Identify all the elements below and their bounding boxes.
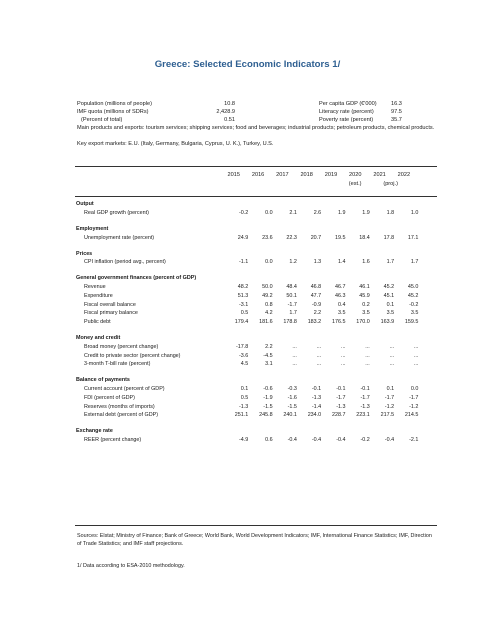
value-cell: ... bbox=[316, 352, 322, 359]
value-cell: -0.4 bbox=[336, 436, 346, 443]
value-cell: 45.0 bbox=[407, 283, 419, 290]
row-label: External debt (percent of GDP) bbox=[84, 412, 159, 419]
gdp-label: Per capita GDP (€'000) bbox=[319, 101, 377, 107]
value-cell: -1.2 bbox=[409, 403, 419, 410]
section-header-row bbox=[76, 376, 418, 385]
row-label: Credit to private sector (percent change) bbox=[84, 352, 181, 359]
row-label: Public debt bbox=[84, 319, 111, 326]
table-row bbox=[76, 209, 418, 218]
value-cell: 1.3 bbox=[313, 259, 322, 266]
value-cell: 214.5 bbox=[404, 412, 419, 419]
value-cell: 0.1 bbox=[386, 301, 395, 308]
spacer-row bbox=[76, 267, 418, 274]
value-cell: 3.5 bbox=[362, 310, 370, 317]
year-header-2019: 2019 bbox=[324, 172, 338, 178]
value-cell: 245.8 bbox=[259, 412, 273, 419]
row-label: Current account (percent of GDP) bbox=[84, 385, 165, 392]
section-header-row bbox=[76, 225, 418, 234]
value-cell: 176.5 bbox=[331, 319, 346, 326]
value-cell: ... bbox=[340, 343, 346, 350]
table-row bbox=[76, 436, 418, 445]
value-cell: 48.4 bbox=[286, 283, 297, 290]
value-cell: -3.6 bbox=[239, 352, 249, 359]
quota-label: IMF quota (millions of SDRs) bbox=[77, 109, 149, 116]
value-cell: 49.2 bbox=[262, 292, 273, 299]
year-header-2016: 2016 bbox=[251, 172, 265, 178]
value-cell: -0.4 bbox=[384, 436, 395, 443]
table-row bbox=[76, 385, 418, 394]
value-cell: -2.1 bbox=[409, 436, 419, 443]
spacer-cell bbox=[76, 218, 418, 225]
poverty-value: 35.7 bbox=[391, 117, 402, 124]
value-cell: 51.3 bbox=[237, 292, 249, 299]
year-header-2021: 2021 bbox=[373, 172, 386, 178]
row-label: Revenue bbox=[84, 283, 106, 290]
literacy-value: 97.5 bbox=[391, 109, 402, 116]
value-cell: 1.8 bbox=[386, 210, 395, 217]
section-title: General government finances (percent of GDP) bbox=[76, 275, 197, 282]
value-cell: 170.0 bbox=[356, 319, 370, 326]
value-cell: 50.0 bbox=[262, 283, 273, 290]
value-cell: ... bbox=[365, 352, 370, 359]
value-cell: ... bbox=[292, 361, 297, 368]
value-cell: -0.4 bbox=[311, 436, 322, 443]
spacer-row bbox=[76, 218, 418, 225]
value-cell: 179.4 bbox=[234, 319, 249, 326]
value-cell: 1.0 bbox=[410, 210, 419, 217]
value-cell: 4.5 bbox=[240, 361, 249, 368]
value-cell: -1.3 bbox=[360, 403, 370, 410]
table-row bbox=[76, 318, 418, 327]
row-label: Reserves (months of imports) bbox=[84, 403, 155, 410]
methodology-note: 1/ Data according to ESA-2010 methodology. bbox=[77, 563, 185, 569]
value-cell: ... bbox=[413, 343, 419, 350]
value-cell: ... bbox=[316, 343, 322, 350]
value-cell: ... bbox=[340, 361, 346, 368]
value-cell: 22.3 bbox=[286, 234, 297, 241]
value-cell: ... bbox=[389, 343, 395, 350]
value-cell: 181.6 bbox=[259, 319, 273, 326]
value-cell: ... bbox=[413, 361, 419, 368]
value-cell: -3.1 bbox=[239, 301, 249, 308]
value-cell: ... bbox=[389, 361, 395, 368]
value-cell: 46.8 bbox=[310, 283, 322, 290]
section-title: Output bbox=[76, 201, 94, 208]
value-cell: -1.7 bbox=[287, 301, 297, 308]
value-cell: -1.3 bbox=[311, 394, 322, 401]
value-cell: 228.7 bbox=[331, 412, 346, 419]
value-cell: 45.2 bbox=[383, 283, 395, 290]
value-cell: -0.2 bbox=[409, 301, 419, 308]
section-title: Employment bbox=[76, 225, 109, 232]
value-cell: 2.2 bbox=[265, 343, 273, 350]
spacer-cell bbox=[76, 420, 418, 427]
value-cell: 46.3 bbox=[334, 292, 346, 299]
value-cell: ... bbox=[292, 352, 297, 359]
value-cell: 223.1 bbox=[356, 412, 370, 419]
row-label: Unemployment rate (percent) bbox=[84, 234, 155, 241]
value-cell: 240.1 bbox=[283, 412, 297, 419]
section-header-row bbox=[76, 427, 418, 436]
value-cell: -1.7 bbox=[336, 394, 346, 401]
value-cell: -0.6 bbox=[263, 385, 273, 392]
value-cell: 0.8 bbox=[265, 301, 273, 308]
section-title: Money and credit bbox=[76, 334, 121, 341]
value-cell: 2.1 bbox=[289, 210, 297, 217]
table-row bbox=[76, 402, 418, 411]
spacer-cell bbox=[76, 369, 418, 376]
spacer-row bbox=[76, 242, 418, 249]
section-title: Prices bbox=[76, 250, 93, 257]
value-cell: 24.9 bbox=[237, 234, 249, 241]
table-row bbox=[76, 300, 418, 309]
value-cell: 50.1 bbox=[286, 292, 297, 299]
value-cell: 19.5 bbox=[334, 234, 346, 241]
value-cell: 45.9 bbox=[359, 292, 370, 299]
value-cell: 3.5 bbox=[337, 310, 346, 317]
page-title: Greece: Selected Economic Indicators 1/ bbox=[154, 59, 341, 70]
value-cell: 0.5 bbox=[240, 394, 249, 401]
row-label: Fiscal overall balance bbox=[84, 301, 136, 308]
country-info bbox=[77, 100, 437, 149]
value-cell: 0.4 bbox=[337, 301, 346, 308]
value-cell: 18.4 bbox=[359, 234, 370, 241]
value-cell: 23.6 bbox=[262, 234, 273, 241]
spacer-row bbox=[76, 369, 418, 376]
value-cell: 3.5 bbox=[410, 310, 419, 317]
spacer-row bbox=[76, 420, 418, 427]
spacer-cell bbox=[76, 242, 418, 249]
year-header-2020: 2020 bbox=[349, 172, 362, 178]
row-label: FDI (percent of GDP) bbox=[84, 394, 135, 401]
percent-total-label: (Percent of total) bbox=[81, 117, 123, 124]
value-cell: 1.2 bbox=[289, 259, 297, 266]
spacer-row bbox=[76, 327, 418, 334]
value-cell: 0.1 bbox=[240, 385, 249, 392]
indicators-table bbox=[76, 200, 418, 444]
table-row bbox=[76, 351, 418, 360]
export-markets: Key export markets: E.U. (Italy, Germany, Bulgaria, Cyprus, U. K.), Turkey, U.S. bbox=[77, 141, 274, 148]
sources-note: Sources: Elstat; Ministry of Finance; Bank of Greece; World Bank, World Development Indicators; IMF, International Finance Statistics; IMF, Direction of Trade Statistics; and IMF staff projections. bbox=[77, 533, 432, 547]
value-cell: -1.3 bbox=[336, 403, 346, 410]
value-cell: -1.4 bbox=[311, 403, 322, 410]
estimate-label: (est.) bbox=[348, 181, 362, 187]
population-value: 10.8 bbox=[224, 101, 235, 107]
row-label: Fiscal primary balance bbox=[84, 310, 138, 317]
value-cell: -0.4 bbox=[287, 436, 297, 443]
gdp-value: 16.3 bbox=[391, 101, 402, 107]
section-title: Exchange rate bbox=[76, 428, 113, 435]
table-row bbox=[76, 393, 418, 402]
value-cell: ... bbox=[292, 343, 297, 350]
value-cell: 48.2 bbox=[237, 283, 249, 290]
year-header-2015: 2015 bbox=[227, 172, 240, 178]
literacy-label: Literacy rate (percent) bbox=[319, 109, 374, 116]
value-cell: 0.1 bbox=[386, 385, 395, 392]
value-cell: 2.6 bbox=[313, 210, 322, 217]
section-header-row bbox=[76, 274, 418, 283]
value-cell: 0.6 bbox=[265, 436, 273, 443]
table-row bbox=[76, 411, 418, 420]
row-label: Broad money (percent change) bbox=[84, 343, 159, 350]
value-cell: 17.1 bbox=[407, 234, 419, 241]
top-rule bbox=[75, 166, 437, 167]
value-cell: 46.7 bbox=[334, 283, 346, 290]
percent-total-value: 0.51 bbox=[224, 117, 235, 124]
value-cell: 0.0 bbox=[265, 210, 273, 217]
value-cell: 217.5 bbox=[380, 412, 395, 419]
main-products: Main products and exports: tourism services; shipping services; food and beverages; industrial products; petroleum products, chemical products. bbox=[77, 125, 435, 132]
value-cell: -4.9 bbox=[239, 436, 249, 443]
table-row bbox=[76, 360, 418, 369]
value-cell: 20.7 bbox=[310, 234, 322, 241]
value-cell: 1.9 bbox=[362, 210, 370, 217]
quota-value: 2,428.9 bbox=[216, 109, 235, 116]
value-cell: -0.2 bbox=[360, 436, 370, 443]
value-cell: 1.6 bbox=[362, 259, 370, 266]
row-label: Expenditure bbox=[84, 292, 113, 299]
year-header-2022: 2022 bbox=[397, 172, 411, 178]
value-cell: 0.0 bbox=[265, 259, 273, 266]
value-cell: -17.8 bbox=[236, 343, 249, 350]
value-cell: 251.1 bbox=[234, 412, 249, 419]
table-row bbox=[76, 258, 418, 267]
value-cell: -1.7 bbox=[360, 394, 370, 401]
year-header bbox=[76, 172, 436, 192]
table-row bbox=[76, 309, 418, 318]
value-cell: -0.1 bbox=[336, 385, 346, 392]
value-cell: 2.2 bbox=[313, 310, 322, 317]
value-cell: 17.8 bbox=[383, 234, 395, 241]
value-cell: ... bbox=[413, 352, 419, 359]
value-cell: 163.9 bbox=[380, 319, 395, 326]
table-row bbox=[76, 342, 418, 351]
value-cell: 1.7 bbox=[289, 310, 297, 317]
value-cell: 4.2 bbox=[265, 310, 273, 317]
value-cell: ... bbox=[365, 343, 370, 350]
value-cell: -1.1 bbox=[239, 259, 249, 266]
spacer-cell bbox=[76, 267, 418, 274]
section-header-row bbox=[76, 249, 418, 258]
year-header-2017: 2017 bbox=[276, 172, 289, 178]
value-cell: ... bbox=[340, 352, 346, 359]
value-cell: -0.2 bbox=[239, 210, 249, 217]
value-cell: 234.0 bbox=[307, 412, 322, 419]
value-cell: 1.9 bbox=[337, 210, 346, 217]
table-row bbox=[76, 283, 418, 292]
value-cell: -1.5 bbox=[263, 403, 273, 410]
row-label: 3-month T-bill rate (percent) bbox=[84, 361, 151, 368]
value-cell: -1.6 bbox=[287, 394, 297, 401]
value-cell: 47.7 bbox=[310, 292, 322, 299]
table-row bbox=[76, 233, 418, 242]
projection-label: (proj.) bbox=[383, 181, 398, 187]
value-cell: 178.8 bbox=[283, 319, 297, 326]
value-cell: 45.2 bbox=[407, 292, 419, 299]
value-cell: -0.9 bbox=[311, 301, 322, 308]
value-cell: ... bbox=[316, 361, 322, 368]
value-cell: 0.0 bbox=[410, 385, 419, 392]
value-cell: -1.5 bbox=[287, 403, 297, 410]
value-cell: -1.7 bbox=[384, 394, 395, 401]
value-cell: -0.1 bbox=[311, 385, 322, 392]
section-title: Balance of payments bbox=[76, 377, 130, 384]
value-cell: 45.1 bbox=[383, 292, 395, 299]
table-row bbox=[76, 291, 418, 300]
value-cell: 1.4 bbox=[337, 259, 346, 266]
value-cell: ... bbox=[389, 352, 395, 359]
section-header-row bbox=[76, 334, 418, 343]
value-cell: 46.1 bbox=[359, 283, 370, 290]
value-cell: 1.7 bbox=[386, 259, 395, 266]
value-cell: 3.5 bbox=[386, 310, 395, 317]
value-cell: 0.5 bbox=[240, 310, 249, 317]
value-cell: -4.5 bbox=[263, 352, 273, 359]
row-label: Real GDP growth (percent) bbox=[84, 210, 149, 217]
value-cell: 3.1 bbox=[265, 361, 273, 368]
value-cell: -1.9 bbox=[263, 394, 273, 401]
value-cell: 0.2 bbox=[362, 301, 370, 308]
poverty-label: Poverty rate (percent) bbox=[319, 117, 374, 124]
row-label: CPI inflation (period avg., percent) bbox=[84, 259, 166, 266]
value-cell: 1.7 bbox=[410, 259, 419, 266]
value-cell: -0.3 bbox=[287, 385, 297, 392]
year-header-2018: 2018 bbox=[300, 172, 313, 178]
value-cell: -1.2 bbox=[384, 403, 395, 410]
value-cell: -1.7 bbox=[409, 394, 419, 401]
value-cell: ... bbox=[365, 361, 370, 368]
row-label: REER (percent change) bbox=[84, 436, 142, 443]
value-cell: 159.5 bbox=[404, 319, 419, 326]
population-label: Population (millions of people) bbox=[77, 101, 152, 107]
bottom-rule bbox=[75, 525, 437, 526]
section-header-row bbox=[76, 200, 418, 209]
value-cell: -0.1 bbox=[360, 385, 370, 392]
spacer-cell bbox=[76, 327, 418, 334]
value-cell: -1.3 bbox=[239, 403, 249, 410]
header-rule bbox=[75, 196, 437, 197]
value-cell: 183.2 bbox=[307, 319, 322, 326]
